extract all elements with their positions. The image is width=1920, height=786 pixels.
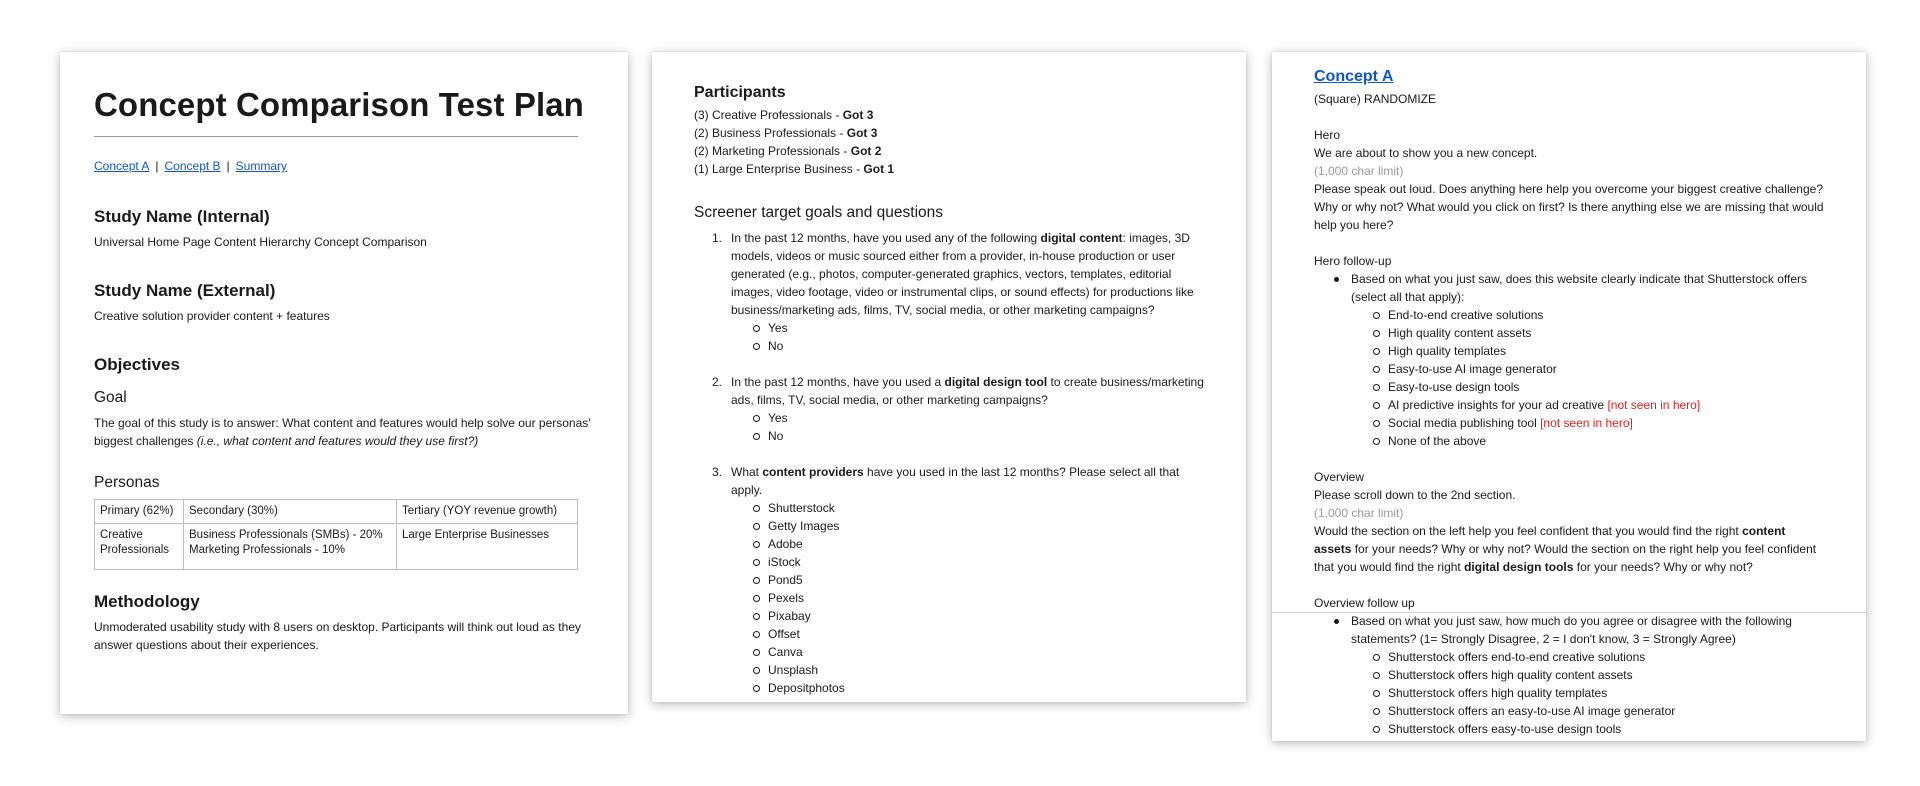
goal-heading: Goal <box>94 389 127 406</box>
list-item: None of the above <box>1351 432 1824 450</box>
overview-followup-label: Overview follow up <box>1314 596 1415 610</box>
list-item: Shutterstock offers high quality content assets <box>1351 666 1824 684</box>
study-name-internal-section <box>94 207 594 251</box>
list-item: Pixabay <box>731 607 1204 625</box>
study-external-text: Creative solution provider content + features <box>94 309 330 323</box>
table-header-cell: Primary (62%) <box>95 500 184 524</box>
table-cell: Large Enterprise Businesses <box>397 524 578 570</box>
list-item: (2) Marketing Professionals - Got 2 <box>694 144 882 158</box>
link-concept-b[interactable]: Concept B <box>164 159 221 173</box>
screener-heading: Screener target goals and questions <box>694 204 944 221</box>
list-item: AI predictive insights for your ad creative [not seen in hero] <box>1351 396 1824 414</box>
list-item: Shutterstock offers high quality templates <box>1351 684 1824 702</box>
list-item: High quality content assets <box>1351 324 1824 342</box>
table-cell: Business Professionals (SMBs) - 20% Marketing Professionals - 10% <box>184 524 397 570</box>
table-header-cell: Tertiary (YOY revenue growth) <box>397 500 578 524</box>
list-item: (3) Creative Professionals - Got 3 <box>694 108 874 122</box>
question-3: 3. What content providers have you used in the last 12 months? Please select all that apply. Shutterstock Getty Images Adobe iStock Pond5 Pexels Pixabay Offset Canva Unsplash Depositphotos <box>694 463 1204 697</box>
question-2-options <box>731 409 1204 445</box>
goal-text: The goal of this study is to answer: What content and features would help solve our personas' biggest challenges (i.e., what content and features would they use first?) <box>94 416 591 448</box>
overview-followup-options <box>1314 648 1824 738</box>
list-item: Pexels <box>731 589 1204 607</box>
personas-heading: Personas <box>94 474 160 491</box>
question-1-options <box>731 319 1204 355</box>
document-page-3 <box>1272 52 1866 741</box>
list-item: Offset <box>731 625 1204 643</box>
not-seen-note: [not seen in hero] <box>1540 416 1633 430</box>
title-divider <box>94 136 578 137</box>
list-item: Adobe <box>731 535 1204 553</box>
link-separator: | <box>155 159 159 173</box>
question-2: 2. In the past 12 months, have you used a digital design tool to create business/marketing ads, films, TV, social media, or other marketing campaigns? Yes No <box>712 375 1204 443</box>
table-cell: Creative Professionals <box>95 524 184 570</box>
hero-intro: We are about to show you a new concept. <box>1314 146 1538 160</box>
list-item: Unsplash <box>731 661 1204 679</box>
list-item: Getty Images <box>731 517 1204 535</box>
participants-heading: Participants <box>694 84 786 101</box>
list-item: Easy-to-use design tools <box>1351 378 1824 396</box>
hero-followup-options <box>1314 306 1824 450</box>
link-separator: | <box>226 159 230 173</box>
personas-table <box>94 499 578 570</box>
concept-a-link[interactable]: Concept A <box>1314 68 1394 85</box>
table-header-cell: Secondary (30%) <box>184 500 397 524</box>
list-item: (1) Large Enterprise Business - Got 1 <box>694 162 895 176</box>
list-item: Shutterstock offers end-to-end creative solutions <box>1351 648 1824 666</box>
list-item: Shutterstock <box>731 499 1204 517</box>
randomize-text: (Square) RANDOMIZE <box>1314 92 1437 106</box>
list-item: Yes <box>731 409 1204 427</box>
list-item: High quality templates <box>1351 342 1824 360</box>
link-summary[interactable]: Summary <box>235 159 288 173</box>
study-internal-text: Universal Home Page Content Hierarchy Concept Comparison <box>94 235 427 249</box>
list-item: Shutterstock offers easy-to-use design tools <box>1351 720 1824 738</box>
study-internal-heading: Study Name (Internal) <box>94 207 270 226</box>
overview-char-limit: (1,000 char limit) <box>1314 506 1404 520</box>
list-item: No <box>731 337 1204 355</box>
table-row <box>95 500 578 524</box>
list-item: (2) Business Professionals - Got 3 <box>694 126 878 140</box>
question-3-options <box>731 499 1204 697</box>
overview-label: Overview <box>1314 470 1365 484</box>
overview-intro: Please scroll down to the 2nd section. <box>1314 488 1516 502</box>
participants-list <box>694 106 1204 178</box>
list-item: End-to-end creative solutions <box>1351 306 1824 324</box>
objectives-heading: Objectives <box>94 355 180 374</box>
overview-followup-question: Based on what you just saw, how much do you agree or disagree with the following statements? (1= Strongly Disagree, 2 = I don't know, 3 = Strongly Agree) <box>1314 612 1824 648</box>
table-row <box>95 524 578 570</box>
document-page-2 <box>652 52 1246 702</box>
methodology-heading: Methodology <box>94 592 200 611</box>
list-item: Easy-to-use AI image generator <box>1351 360 1824 378</box>
list-item: iStock <box>731 553 1204 571</box>
hero-char-limit: (1,000 char limit) <box>1314 164 1404 178</box>
hero-label: Hero <box>1314 128 1341 142</box>
list-item: Canva <box>731 643 1204 661</box>
question-1: 1. In the past 12 months, have you used any of the following digital content: images, 3D models, videos or music sourced either from a provider, in-house production or user generated (e.g., photos, computer-generated graphics, vectors, templates, editorial images, video footage, video or instrumental clips, or sound effects) for productions like business/marketing ads, films, TV, social media, or other marketing campaigns? Yes No <box>694 229 1204 355</box>
page-title: Concept Comparison Test Plan <box>94 86 584 123</box>
list-item: Pond5 <box>731 571 1204 589</box>
not-seen-note: [not seen in hero] <box>1607 398 1701 412</box>
overview-prompt: Would the section on the left help you feel confident that you would find the right content assets for your needs? Why or why not? Would the section on the right help you feel confident that you would find the right digital design tools for your needs? Why or why not? <box>1314 524 1817 574</box>
section-links <box>94 159 594 173</box>
list-item: Depositphotos <box>731 679 1204 697</box>
list-item: Yes <box>731 319 1204 337</box>
list-item: No <box>731 427 1204 445</box>
list-item: Social media publishing tool [not seen in hero] <box>1351 414 1824 432</box>
study-name-external-section <box>94 281 594 325</box>
link-concept-a[interactable]: Concept A <box>94 159 150 173</box>
hero-prompt: Please speak out loud. Does anything here help you overcome your biggest creative challenge? Why or why not? What would you click on first? Is there anything else we are missing that would help you here? <box>1314 182 1824 232</box>
study-external-heading: Study Name (External) <box>94 281 276 300</box>
document-page-1 <box>60 52 628 714</box>
personas-section <box>94 474 594 570</box>
methodology-section <box>94 592 594 654</box>
list-item: Shutterstock offers an easy-to-use AI image generator <box>1351 702 1824 720</box>
hero-followup-question: Based on what you just saw, does this website clearly indicate that Shutterstock offers (select all that apply): <box>1314 270 1824 306</box>
hero-followup-label: Hero follow-up <box>1314 254 1392 268</box>
methodology-text: Unmoderated usability study with 8 users on desktop. Participants will think out loud as they answer questions about their experiences. <box>94 620 581 652</box>
objectives-section <box>94 355 594 450</box>
